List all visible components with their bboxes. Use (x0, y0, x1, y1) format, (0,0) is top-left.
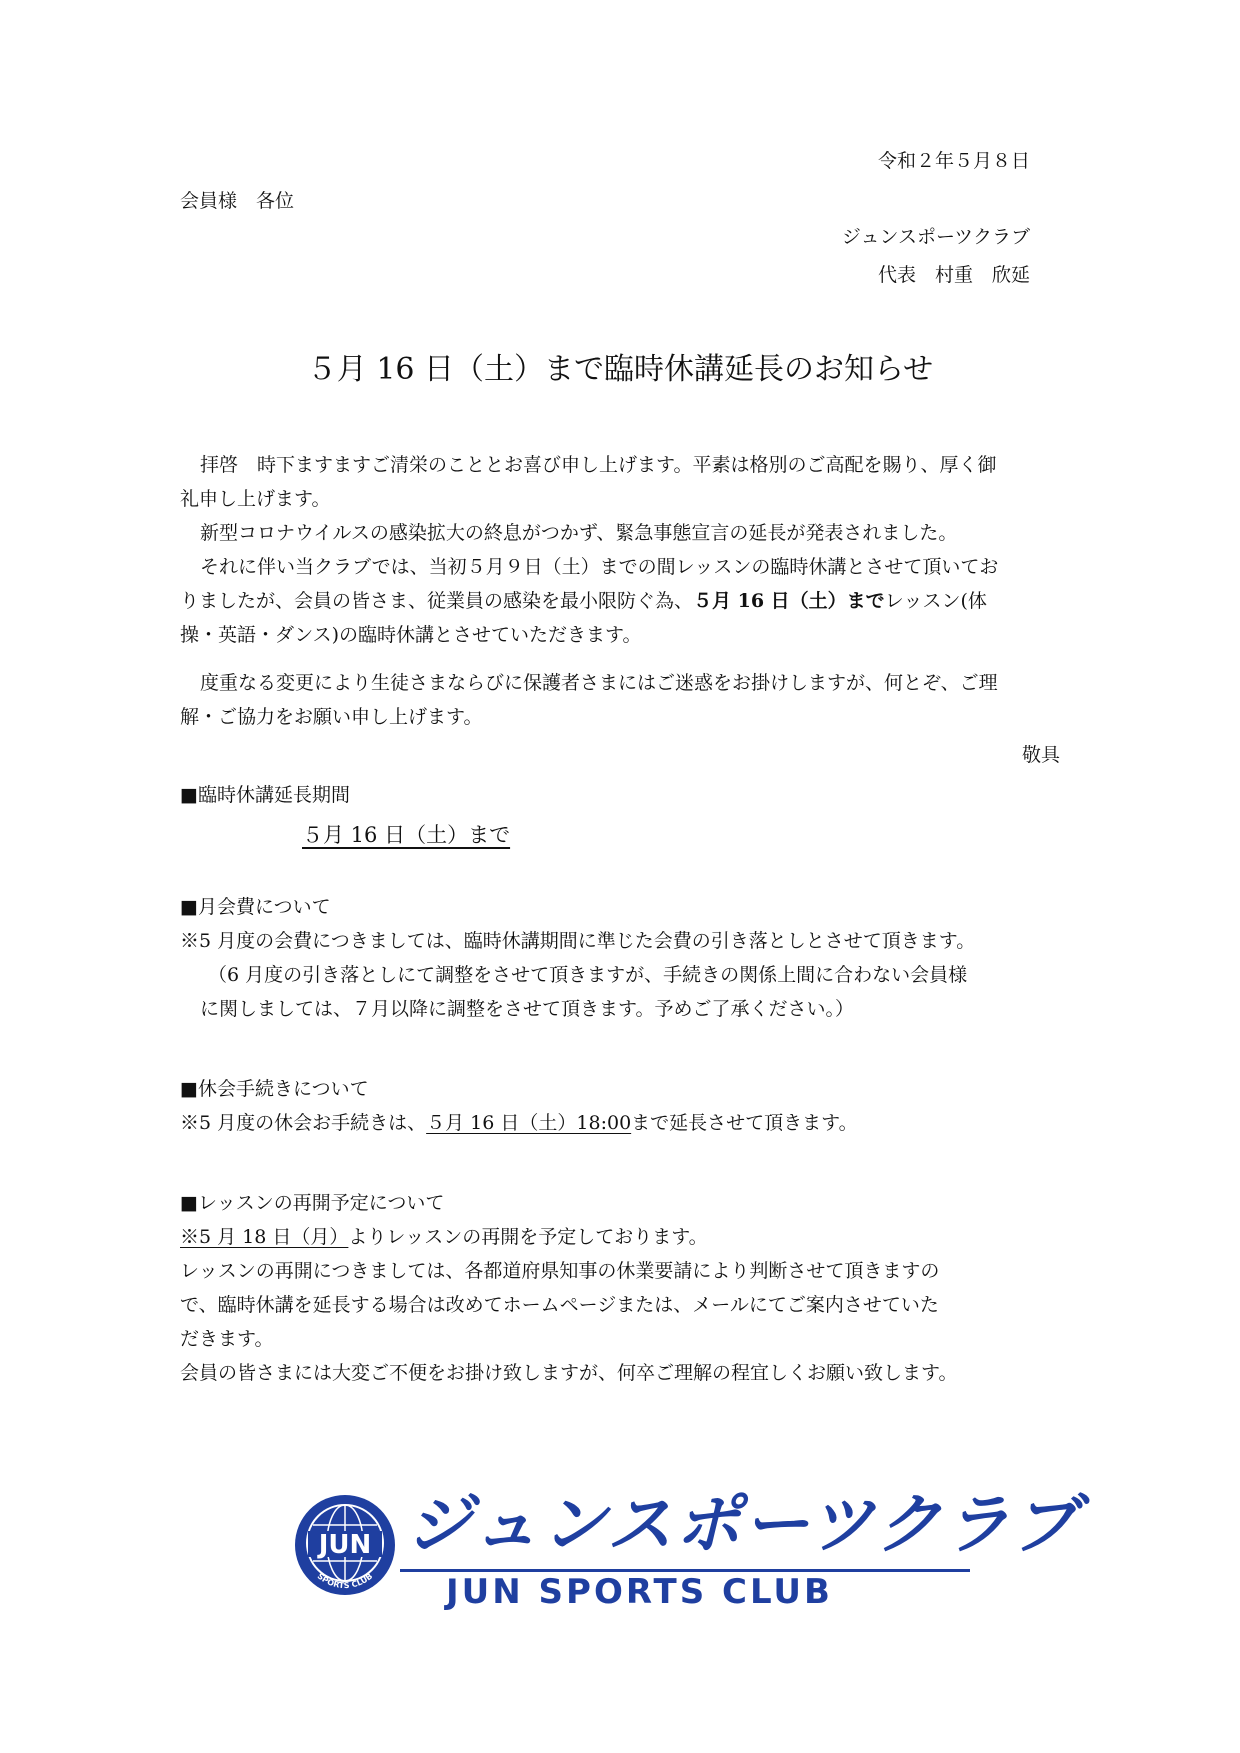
resume-line-1 (180, 1224, 708, 1250)
body-paragraph-2-line-1: 新型コロナウイルスの感染拡大の終息がつかず、緊急事態宣言の延長が発表されました。 (200, 522, 958, 544)
extension-period-value: ５月 16 日（土）まで (302, 823, 511, 847)
body-paragraph-4-line-1: 度重なる変更により生徒さまならびに保護者さまにはご迷惑をお掛けしますが、何とぞ、ご理 (200, 672, 998, 694)
document-title: ５月 16 日（土）まで臨時休講延長のお知らせ (306, 352, 934, 387)
body-text: りましたが、会員の皆さま、従業員の感染を最小限防ぐ為、 (180, 590, 694, 612)
body-paragraph-3-line-2 (180, 588, 987, 614)
resume-line-5: 会員の皆さまには大変ご不便をお掛け致しますが、何卒ご理解の程宜しくお願い致します。 (180, 1362, 958, 1384)
emblem-text: JUN (318, 1530, 372, 1560)
issue-date: 令和２年５月８日 (877, 150, 1030, 172)
body-paragraph-1-line-1: 拝啓 時下ますますご清栄のこととお喜び申し上げます。平素は格別のご高配を賜り、厚く御 (200, 454, 997, 476)
body-text: レッスン(体 (884, 590, 987, 612)
fee-line-3: に関しましては、７月以降に調整をさせて頂きます。予めご了承ください。） (200, 998, 854, 1020)
body-paragraph-3-line-1: それに伴い当クラブでは、当初５月９日（土）までの間レッスンの臨時休講とさせて頂いてお (200, 556, 999, 578)
fee-line-2: （6 月度の引き落としにて調整をさせて頂きますが、手続きの関係上間に合わない会員様 (208, 964, 968, 986)
extension-period-heading: ■臨時休講延長期間 (180, 784, 350, 806)
leave-heading: ■休会手続きについて (180, 1078, 369, 1100)
emblem-subtext-path: SPORTS CLUB (315, 1571, 375, 1591)
logo-name-english: JUN SPORTS CLUB (446, 1572, 833, 1612)
resume-line-4: だきます。 (180, 1328, 274, 1350)
body-paragraph-1-line-2: 礼申し上げます。 (180, 488, 331, 510)
body-text: ※5 月度の休会お手続きは、 (180, 1112, 427, 1134)
body-paragraph-4-line-2: 解・ご協力をお願い申し上げます。 (180, 706, 483, 728)
body-text: よりレッスンの再開を予定しております。 (348, 1226, 708, 1248)
fee-line-1: ※5 月度の会費につきましては、臨時休講期間に準じた会費の引き落としとさせて頂きます。 (180, 930, 976, 952)
resume-date: ※5 月 18 日（月） (180, 1226, 349, 1248)
addressee: 会員様 各位 (180, 190, 295, 212)
leave-deadline: ５月 16 日（土）18:00 (426, 1112, 632, 1134)
sender-org: ジュンスポーツクラブ (841, 226, 1030, 248)
leave-line-1 (180, 1110, 858, 1136)
sender-representative: 代表 村重 欣延 (877, 264, 1030, 286)
jun-sports-club-logo (290, 1485, 1080, 1612)
globe-emblem-icon (290, 1485, 400, 1605)
fee-heading: ■月会費について (180, 896, 331, 918)
highlighted-date: ５月 16 日（土）まで (693, 590, 885, 612)
body-text: まで延長させて頂きます。 (631, 1112, 858, 1134)
closing-word: 敬具 (1021, 744, 1060, 766)
resume-line-3: で、臨時休講を延長する場合は改めてホームページまたは、メールにてご案内させていた (180, 1294, 939, 1316)
resume-line-2: レッスンの再開につきましては、各都道府県知事の休業要請により判断させて頂きますの (180, 1260, 940, 1282)
resume-heading: ■レッスンの再開予定について (180, 1192, 445, 1214)
body-paragraph-3-line-3: 操・英語・ダンス)の臨時休講とさせていただきます。 (180, 624, 642, 646)
logo-name-japanese: ジュンスポーツクラブ (406, 1486, 1080, 1563)
